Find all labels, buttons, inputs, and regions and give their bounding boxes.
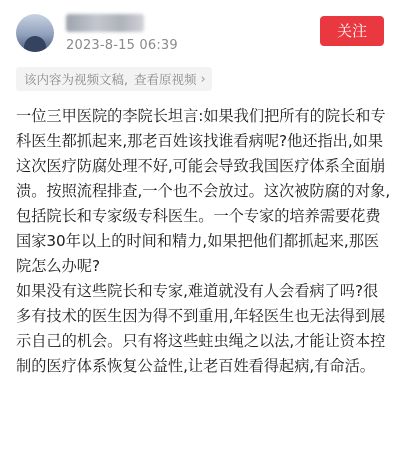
- article-paragraph-1: 一位三甲医院的李院长坦言:如果我们把所有的院长和专科医生都抓起来,那老百姓该找谁看病呢?他还指出,如果这次医疗防腐处理不好,可能会导致我国医疗体系全面崩溃。按照流程排查,一个也不会放过。这次被防腐的对象,包括院长和专家级专科医生。一个专家的培养需要花费国家30年以上的时间和精力,如果把他们都抓起来,那医院怎么办呢?: [16, 107, 391, 275]
- view-original-video-link[interactable]: 查看原视频: [133, 72, 197, 87]
- article-body: [16, 104, 392, 379]
- username-blurred[interactable]: [66, 14, 144, 32]
- article-paragraph-2: 如果没有这些院长和专家,难道就没有人会看病了吗?很多有技术的医生因为得不到重用,年轻医生也无法得到展示自己的机会。只有将这些蛀虫绳之以法,才能让资本控制的医疗体系恢复公益性,让老百姓看得起病,有命活。: [16, 282, 386, 375]
- video-transcript-notice[interactable]: [16, 67, 212, 91]
- avatar[interactable]: [16, 14, 54, 52]
- chevron-right-icon: ›: [200, 71, 206, 87]
- follow-button[interactable]: 关注: [320, 16, 384, 46]
- notice-text: 该内容为视频文稿,: [24, 72, 128, 87]
- post-timestamp: 2023-8-15 06:39: [66, 38, 178, 53]
